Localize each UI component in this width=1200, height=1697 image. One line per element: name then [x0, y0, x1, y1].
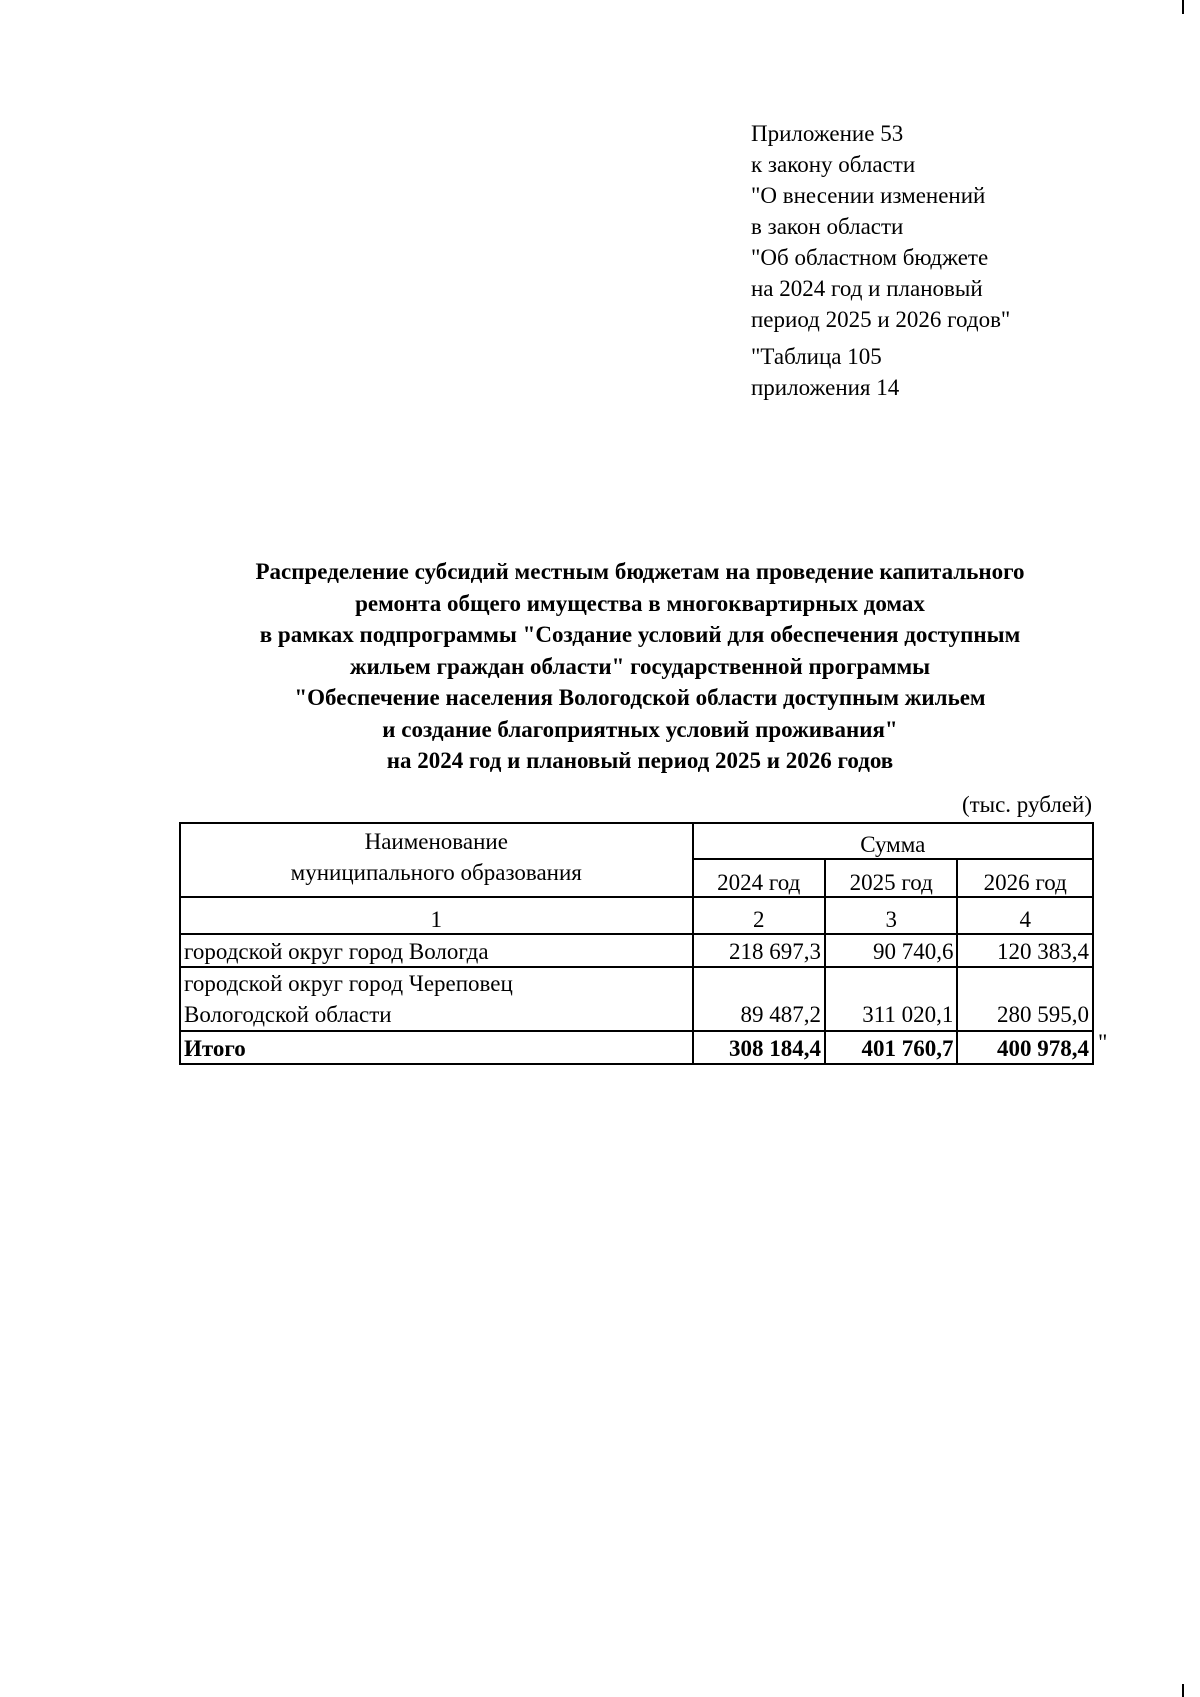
total-value-cell: 308 184,4: [693, 1031, 825, 1064]
municipality-name-line: городской округ город Вологда: [184, 939, 489, 964]
table-row: [180, 934, 1093, 967]
appendix-line: "О внесении изменений: [751, 183, 986, 208]
column-number-cell: 4: [957, 897, 1093, 934]
appendix-line: в закон области: [751, 214, 904, 239]
header-name-line: Наименование: [364, 829, 508, 854]
appendix-line: Приложение 53: [751, 121, 904, 146]
total-label-cell: Итого: [180, 1031, 693, 1064]
column-number-cell: 1: [180, 897, 693, 934]
appendix-line: "Об областном бюджете: [751, 245, 989, 270]
title-line: на 2024 год и плановый период 2025 и 2026 годов: [386, 748, 894, 773]
table-reference: [751, 341, 1010, 403]
value-cell: 280 595,0: [957, 967, 1093, 1031]
table-header-row: [180, 823, 1093, 859]
value-cell: 120 383,4: [957, 934, 1093, 967]
column-number-cell: 3: [825, 897, 957, 934]
title-line: жильем граждан области" государственной программы: [349, 653, 931, 679]
appendix-line: период 2025 и 2026 годов": [751, 307, 1011, 332]
table-ref-line: "Таблица 105: [751, 344, 882, 369]
header-sum-cell: Сумма: [693, 823, 1093, 859]
table-ref-line: приложения 14: [751, 375, 900, 400]
title-line: "Обеспечение населения Вологодской области доступным жильем: [294, 685, 986, 710]
appendix-line: на 2024 год и плановый: [751, 276, 983, 301]
header-year-cell: 2025 год: [825, 859, 957, 897]
municipality-name-cell: [180, 967, 693, 1031]
value-cell: 90 740,6: [825, 934, 957, 967]
value-cell: 89 487,2: [693, 967, 825, 1031]
header-name-cell: [180, 823, 693, 897]
municipality-name-cell: [180, 934, 693, 967]
value-cell: 311 020,1: [825, 967, 957, 1031]
units-label: (тыс. рублей): [961, 792, 1092, 817]
title-line: ремонта общего имущества в многоквартирных домах: [355, 590, 925, 616]
municipality-name-line: городской округ город Череповец: [184, 971, 513, 996]
municipality-name-line: Вологодской области: [184, 1002, 392, 1027]
appendix-block: [751, 118, 1010, 403]
scan-edge-mark-top: [1182, 0, 1184, 14]
value-cell: 218 697,3: [693, 934, 825, 967]
total-value-cell: 401 760,7: [825, 1031, 957, 1064]
scan-edge-mark-bottom: [1182, 1684, 1184, 1697]
appendix-line: к закону области: [751, 152, 916, 177]
table-row: [180, 967, 1093, 1031]
column-numbering-row: [180, 897, 1093, 934]
header-year-cell: 2026 год: [957, 859, 1093, 897]
total-row: [180, 1031, 1093, 1064]
header-year-cell: 2024 год: [693, 859, 825, 897]
column-number-cell: 2: [693, 897, 825, 934]
closing-quote: ": [1098, 1030, 1108, 1055]
document-title: [140, 556, 1140, 777]
distribution-table: [179, 822, 1094, 1065]
title-line: в рамках подпрограммы "Создание условий для обеспечения доступным: [259, 622, 1021, 647]
title-line: и создание благоприятных условий проживания": [382, 716, 898, 742]
title-line: Распределение субсидий местным бюджетам на проведение капитального: [255, 559, 1025, 584]
total-value-cell: 400 978,4: [957, 1031, 1093, 1064]
header-name-line: муниципального образования: [290, 860, 582, 885]
